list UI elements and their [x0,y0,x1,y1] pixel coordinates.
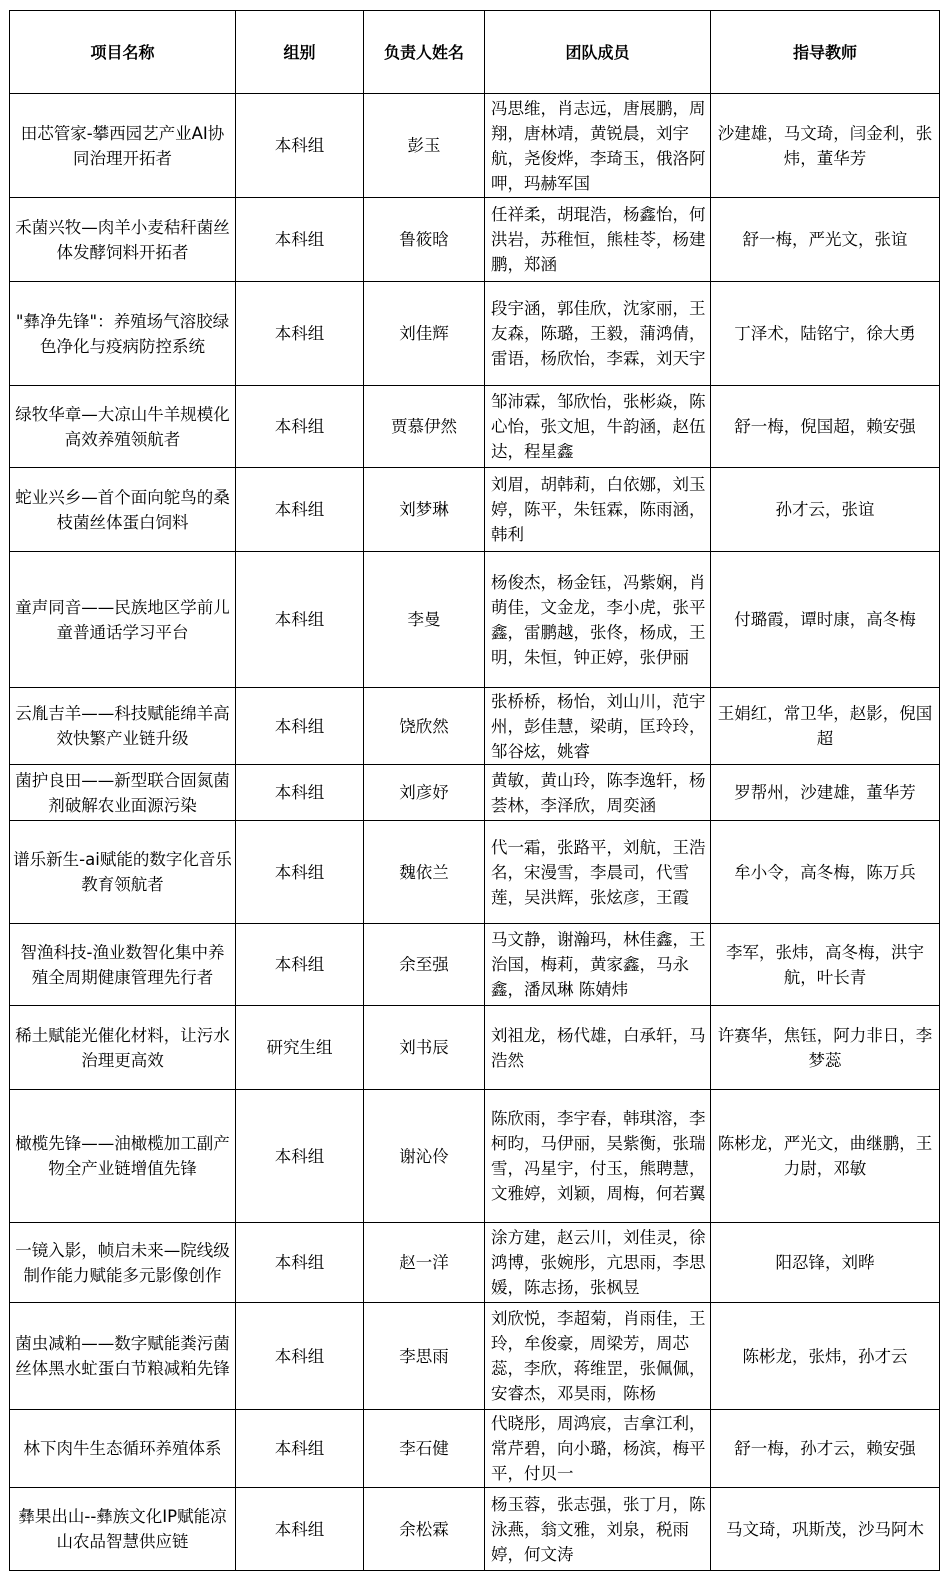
advisors: 舒一梅，孙才云，赖安强 [711,1410,940,1488]
project-name: 彝果出山--彝族文化IP赋能凉山农品智慧供应链 [10,1488,236,1571]
project-name: 田芯管家-攀西园艺产业AI协同治理开拓者 [10,94,236,198]
project-name: 蛇业兴乡—首个面向鸵鸟的桑枝菌丝体蛋白饲料 [10,468,236,552]
group: 本科组 [236,1410,364,1488]
table-row [10,282,940,386]
members: 刘眉，胡韩莉，白依娜，刘玉婷，陈平，朱钰霖，陈雨涵，韩利 [485,468,711,552]
advisors: 丁泽术，陆铭宁，徐大勇 [711,282,940,386]
leader: 余松霖 [364,1488,485,1571]
leader: 饶欣然 [364,688,485,765]
leader: 赵一洋 [364,1223,485,1303]
members: 杨俊杰，杨金钰，冯紫娴，肖萌佳，文金龙，李小虎，张平鑫，雷鹏越，张佟，杨成，王明，朱恒，钟正婷，张伊丽 [485,552,711,688]
group: 本科组 [236,94,364,198]
leader: 李石健 [364,1410,485,1488]
members: 涂方建，赵云川，刘佳灵，徐鸿博，张婉彤，亢思雨，李思媛，陈志扬，张枫昱 [485,1223,711,1303]
table-row [10,821,940,924]
members: 段宇涵，郭佳欣，沈家丽，王友森，陈璐，王毅，蒲鸿倩，雷语，杨欣怡，李霖，刘天宇 [485,282,711,386]
advisors: 牟小令，高冬梅，陈万兵 [711,821,940,924]
advisors: 舒一梅，倪国超，赖安强 [711,386,940,468]
projects-table [9,10,940,1571]
members: 冯思维，肖志远，唐展鹏，周翔，唐林靖，黄锐晨，刘宇航，尧俊烨，李琦玉，俄洛阿呷，玛赫军国 [485,94,711,198]
advisors: 沙建雄，马文琦，闫金利，张炜，董华芳 [711,94,940,198]
col-header-advisors: 指导教师 [711,11,940,94]
table-row [10,1488,940,1571]
table-row [10,1006,940,1090]
project-name: "彝净先锋"：养殖场气溶胶绿色净化与疫病防控系统 [10,282,236,386]
members: 任祥柔，胡琨浩，杨鑫怡，何洪岩，苏稚恒，熊桂苓，杨建鹏，郑涵 [485,198,711,282]
members: 邹沛霖，邹欣怡，张彬焱，陈心怡，张文旭，牛韵涵，赵伍达，程星鑫 [485,386,711,468]
group: 本科组 [236,765,364,821]
members: 张桥桥，杨怡，刘山川，范宇州，彭佳慧，梁萌，匡玲玲，邹谷炫，姚睿 [485,688,711,765]
table-row [10,1303,940,1410]
project-name: 菌护良田——新型联合固氮菌剂破解农业面源污染 [10,765,236,821]
members: 刘祖龙，杨代雄，白承轩，马浩然 [485,1006,711,1090]
project-name: 稀土赋能光催化材料，让污水治理更高效 [10,1006,236,1090]
members: 黄敏，黄山玲，陈李逸轩，杨荟林，李泽欣，周奕涵 [485,765,711,821]
members: 杨玉蓉，张志强，张丁月，陈泳燕，翁文雅，刘泉，税雨婷，何文涛 [485,1488,711,1571]
table-row [10,688,940,765]
leader: 刘彦妤 [364,765,485,821]
group: 研究生组 [236,1006,364,1090]
leader: 刘梦琳 [364,468,485,552]
advisors: 付璐霞，谭时康，高冬梅 [711,552,940,688]
leader: 彭玉 [364,94,485,198]
group: 本科组 [236,1223,364,1303]
table-row [10,1223,940,1303]
members: 代晓彤，周鸿宸，吉拿江利，常芹碧，向小璐，杨滨，梅平平，付贝一 [485,1410,711,1488]
advisors: 舒一梅，严光文，张谊 [711,198,940,282]
group: 本科组 [236,468,364,552]
table-row [10,386,940,468]
group: 本科组 [236,386,364,468]
advisors: 陈彬龙，张炜，孙才云 [711,1303,940,1410]
leader: 李曼 [364,552,485,688]
leader: 谢沁伶 [364,1090,485,1223]
members: 陈欣雨，李宇春，韩琪溶，李柯昀，马伊丽，吴紫衡，张瑞雪，冯星宇，付玉，熊聘慧，文雅婷，刘颖，周梅，何若翼 [485,1090,711,1223]
leader: 余至强 [364,924,485,1006]
group: 本科组 [236,552,364,688]
table-row [10,924,940,1006]
leader: 刘佳辉 [364,282,485,386]
group: 本科组 [236,282,364,386]
group: 本科组 [236,1090,364,1223]
header-row [10,11,940,94]
project-name: 橄榄先锋——油橄榄加工副产物全产业链增值先锋 [10,1090,236,1223]
project-name: 绿牧华章—大凉山牛羊规模化高效养殖领航者 [10,386,236,468]
table-row [10,1090,940,1223]
group: 本科组 [236,198,364,282]
advisors: 许赛华，焦钰，阿力非日，李梦蕊 [711,1006,940,1090]
leader: 魏依兰 [364,821,485,924]
table-row [10,198,940,282]
members: 马文静，谢瀚玛，林佳鑫，王治国，梅莉，黄家鑫，马永鑫，潘凤琳 陈婧炜 [485,924,711,1006]
advisors: 马文琦，巩斯茂，沙马阿木 [711,1488,940,1571]
col-header-project-name: 项目名称 [10,11,236,94]
advisors: 阳忍锋，刘晔 [711,1223,940,1303]
table-row [10,468,940,552]
members: 代一霜，张路平，刘航，王浩名，宋漫雪，李晨司，代雪莲，吴洪辉，张炫彦，王霞 [485,821,711,924]
table-row [10,94,940,198]
advisors: 王娟红，常卫华，赵影，倪国超 [711,688,940,765]
leader: 贾慕伊然 [364,386,485,468]
col-header-leader: 负责人姓名 [364,11,485,94]
leader: 鲁筱晗 [364,198,485,282]
group: 本科组 [236,1488,364,1571]
advisors: 李军，张炜，高冬梅，洪宇航，叶长青 [711,924,940,1006]
leader: 刘书辰 [364,1006,485,1090]
advisors: 罗帮州，沙建雄，董华芳 [711,765,940,821]
table-row [10,1410,940,1488]
advisors: 孙才云，张谊 [711,468,940,552]
leader: 李思雨 [364,1303,485,1410]
project-name: 一镜入影，帧启未来—院线级制作能力赋能多元影像创作 [10,1223,236,1303]
table-row [10,552,940,688]
project-name: 云胤吉羊——科技赋能绵羊高效快繁产业链升级 [10,688,236,765]
group: 本科组 [236,924,364,1006]
project-name: 菌虫减粕——数字赋能粪污菌丝体黑水虻蛋白节粮减粕先锋 [10,1303,236,1410]
project-name: 林下肉牛生态循环养殖体系 [10,1410,236,1488]
project-name: 禾菌兴牧—肉羊小麦秸秆菌丝体发酵饲料开拓者 [10,198,236,282]
col-header-members: 团队成员 [485,11,711,94]
project-name: 谱乐新生-ai赋能的数字化音乐教育领航者 [10,821,236,924]
group: 本科组 [236,1303,364,1410]
advisors: 陈彬龙，严光文，曲继鹏，王力尉，邓敏 [711,1090,940,1223]
project-name: 智渔科技-渔业数智化集中养殖全周期健康管理先行者 [10,924,236,1006]
group: 本科组 [236,821,364,924]
col-header-group: 组别 [236,11,364,94]
members: 刘欣悦，李超菊，肖雨佳，王玲，牟俊豪，周梁芳，周芯蕊，李欣，蒋维罡，张佩佩，安睿杰，邓昊雨，陈杨 [485,1303,711,1410]
project-name: 童声同音——民族地区学前儿童普通话学习平台 [10,552,236,688]
table-row [10,765,940,821]
group: 本科组 [236,688,364,765]
